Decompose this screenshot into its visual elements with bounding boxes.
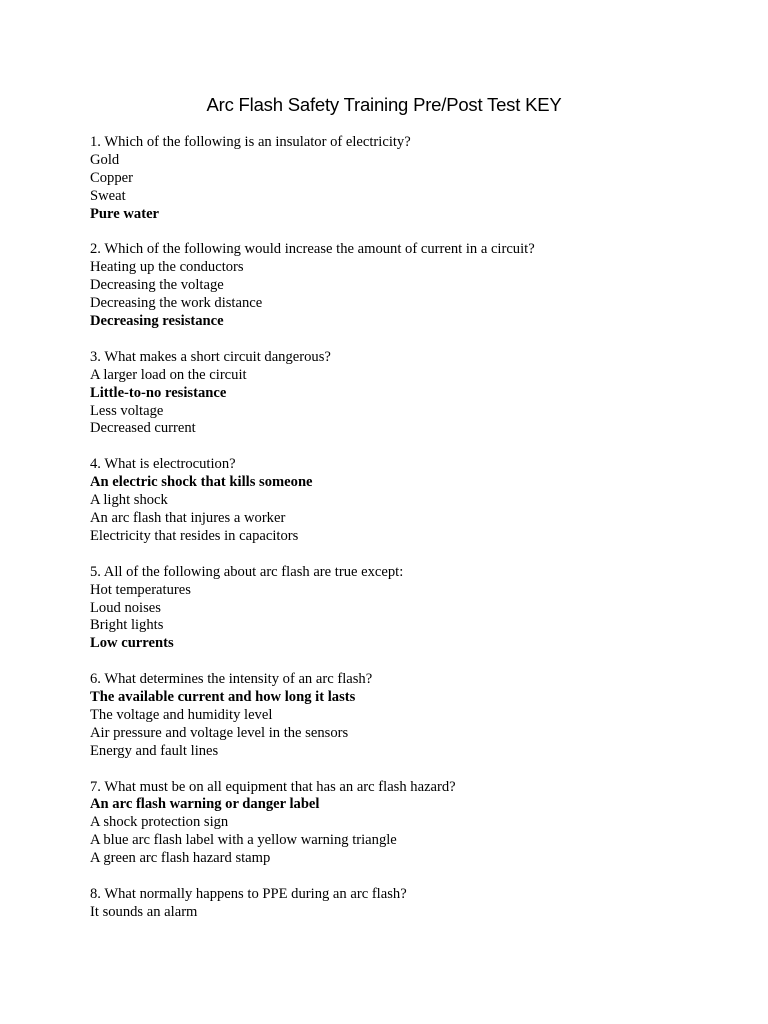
answer-option: Sweat bbox=[90, 187, 126, 204]
answer-option: Loud noises bbox=[90, 599, 161, 616]
answer-option: Heating up the conductors bbox=[90, 259, 244, 276]
correct-answer-option: The available current and how long it lasts bbox=[90, 689, 356, 706]
correct-answer-option: An arc flash warning or danger label bbox=[90, 796, 320, 813]
question-prompt: 6. What determines the intensity of an arc flash? bbox=[90, 671, 373, 688]
correct-answer-option: Little-to-no resistance bbox=[90, 384, 227, 401]
answer-option: A larger load on the circuit bbox=[90, 366, 247, 383]
correct-answer-option: Decreasing resistance bbox=[90, 313, 224, 330]
question-block bbox=[90, 564, 730, 654]
question-prompt: 5. All of the following about arc flash are true except: bbox=[90, 563, 404, 580]
question-prompt: 1. Which of the following is an insulator of electricity? bbox=[90, 134, 411, 150]
answer-option: Decreased current bbox=[90, 420, 196, 437]
answer-option: Electricity that resides in capacitors bbox=[90, 527, 299, 544]
answer-option: A shock protection sign bbox=[90, 814, 229, 831]
question-list bbox=[90, 134, 730, 940]
answer-option: The voltage and humidity level bbox=[90, 706, 273, 723]
answer-option: Copper bbox=[90, 169, 133, 186]
question-prompt: 7. What must be on all equipment that has an arc flash hazard? bbox=[90, 778, 456, 795]
question-prompt: 4. What is electrocution? bbox=[90, 456, 236, 473]
question-prompt: 2. Which of the following would increase the amount of current in a circuit? bbox=[90, 241, 535, 258]
correct-answer-option: Pure water bbox=[90, 205, 160, 222]
answer-option: It sounds an alarm bbox=[90, 903, 198, 920]
answer-option: Energy and fault lines bbox=[90, 742, 219, 759]
answer-option: Hot temperatures bbox=[90, 581, 191, 598]
question-block bbox=[90, 134, 730, 224]
correct-answer-option: Low currents bbox=[90, 635, 174, 652]
answer-option: A light shock bbox=[90, 492, 168, 509]
answer-option: Bright lights bbox=[90, 617, 164, 634]
answer-option: Air pressure and voltage level in the sensors bbox=[90, 724, 349, 741]
question-block bbox=[90, 349, 730, 439]
question-prompt: 3. What makes a short circuit dangerous? bbox=[90, 348, 331, 365]
question-block bbox=[90, 456, 730, 546]
correct-answer-option: An electric shock that kills someone bbox=[90, 474, 313, 491]
question-block bbox=[90, 241, 730, 331]
question-prompt: 8. What normally happens to PPE during an arc flash? bbox=[90, 885, 407, 902]
question-block bbox=[90, 779, 730, 869]
answer-option: Less voltage bbox=[90, 402, 164, 419]
answer-option: Gold bbox=[90, 151, 120, 168]
document-title: Arc Flash Safety Training Pre/Post Test KEY bbox=[206, 94, 562, 115]
answer-option: Decreasing the work distance bbox=[90, 295, 263, 312]
question-block bbox=[90, 886, 730, 922]
answer-option: An arc flash that injures a worker bbox=[90, 509, 286, 526]
question-block bbox=[90, 671, 730, 761]
answer-option: A green arc flash hazard stamp bbox=[90, 850, 271, 867]
answer-option: A blue arc flash label with a yellow warning triangle bbox=[90, 832, 397, 849]
answer-option: Decreasing the voltage bbox=[90, 277, 224, 294]
